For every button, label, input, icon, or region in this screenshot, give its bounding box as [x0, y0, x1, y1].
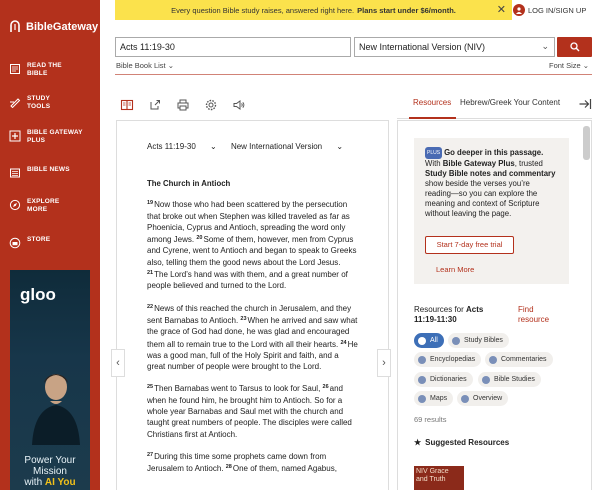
promo-banner[interactable] [115, 0, 512, 20]
results-count: 69 results [414, 415, 447, 424]
panel-scrollbar[interactable] [583, 126, 590, 160]
sidebar [0, 0, 100, 490]
chip-label: Maps [430, 395, 448, 402]
resources-for-label [414, 305, 483, 325]
banner-text: Every question Bible study raises, answered right here. [171, 5, 355, 15]
filter-chip-all[interactable] [414, 333, 444, 348]
book-icon [9, 63, 21, 75]
filter-chip-maps[interactable] [414, 391, 453, 406]
parallel-icon[interactable] [120, 98, 134, 112]
passage-paragraph [147, 198, 359, 291]
plus-icon [9, 130, 21, 142]
passage-search-input[interactable] [115, 37, 351, 57]
verse-text: During this time some prophets came down from Jerusalem to Antioch. [147, 451, 327, 474]
bible-icon [452, 337, 460, 345]
verse-text: When he arrived and saw what the grace of God had done, he was glad and encouraged them all to remain true to the Lord with all their hearts. [147, 315, 358, 349]
user-avatar-icon [513, 4, 525, 16]
promo-body-bold-1: Bible Gateway Plus [442, 159, 515, 168]
verse-number: 19 [147, 200, 154, 207]
share-icon[interactable] [148, 98, 162, 112]
passage-heading: The Church in Antioch [147, 179, 231, 188]
filter-chip-overview[interactable] [457, 391, 508, 406]
font-size-dropdown[interactable] [549, 61, 589, 70]
bible-book-list-dropdown[interactable] [116, 61, 174, 70]
gear-icon[interactable] [204, 98, 218, 112]
tab-hebrew-greek-your-content[interactable]: Hebrew/Greek Your Content [460, 98, 561, 107]
divider [115, 74, 592, 75]
nav-label: EXPLORE MORE [27, 198, 60, 213]
verse-number: 23 [240, 315, 247, 322]
verse-number: 27 [147, 451, 154, 458]
passage-reference-bar [147, 142, 355, 151]
filter-chip-study-bibles[interactable] [448, 333, 509, 348]
globe-icon [418, 356, 426, 364]
nav-bible-news[interactable] [0, 166, 100, 179]
nav-label: STUDY TOOLS [27, 95, 51, 110]
book-icon [482, 376, 490, 384]
verse-text: Now those who had been scattered by the persecution that broke out when Stephen was killed traveled as far as Phoenicia, Cyprus and Antioch, spreading the word only among Jews. [147, 200, 350, 245]
chevron-left-icon: ‹ [116, 357, 120, 369]
chip-label: Commentaries [501, 356, 547, 363]
promo-title [425, 147, 558, 159]
nav-label: BIBLE GATEWAY PLUS [27, 129, 83, 144]
chevron-right-icon: › [382, 357, 386, 369]
brand-name: BibleGateway [26, 20, 99, 33]
passage-paragraphs [147, 198, 359, 474]
nav-explore-more[interactable] [0, 198, 100, 214]
chip-label: Encyclopedias [430, 356, 476, 363]
store-icon [9, 237, 21, 249]
filter-chip-encyclopedias[interactable] [414, 352, 481, 367]
passage-text [147, 178, 359, 485]
chevron-down-icon: ⌄ [582, 61, 590, 70]
book-list-label: Bible Book List [116, 61, 166, 70]
learn-more-link[interactable]: Learn More [436, 265, 475, 274]
star-icon: ★ [414, 438, 422, 447]
suggested-label: Suggested Resources [425, 438, 510, 447]
ad-line-3-highlight: AI You [44, 477, 76, 488]
tab-resources[interactable]: Resources [413, 98, 452, 107]
verse-text: Some of them, however, men from Cyprus and Cyrene, went to Antioch and began to speak to Greeks also, telling them the good news about the Lord Jesus. [147, 235, 357, 267]
promo-body-post: show beside the verses you’re reading—so you can explore the meaning and context of Scripture without leaving the page. [425, 179, 540, 218]
nav-label: BIBLE NEWS [27, 166, 70, 173]
plus-badge: PLUS [425, 147, 442, 159]
print-icon[interactable] [176, 98, 190, 112]
version-select[interactable] [354, 37, 555, 57]
verse-number: 21 [147, 270, 154, 277]
promo-body-pre: With [425, 159, 443, 168]
promo-body [425, 159, 558, 219]
find-resource-label: Find resource [518, 305, 550, 324]
plus-promo-card [414, 138, 569, 284]
news-icon [9, 167, 21, 179]
chevron-down-icon: ⌄ [167, 61, 175, 70]
resources-for-prefix: Resources for [414, 305, 467, 314]
verse-number: 22 [147, 303, 154, 310]
collapse-panel-icon[interactable] [578, 97, 592, 111]
nav-read-the-bible[interactable] [0, 62, 100, 78]
start-free-trial-button[interactable]: Start 7-day free trial [425, 236, 514, 254]
audio-icon[interactable] [232, 98, 246, 112]
passage-version-label: New International Version [230, 142, 323, 151]
passage-paragraph [147, 302, 359, 373]
passage-ref-label: Acts 11:19-30 [147, 142, 196, 151]
chevron-down-icon: ⌄ [541, 41, 549, 51]
resources-panel [397, 120, 592, 490]
verse-text: He was a good man, full of the Holy Spirit and faith, and a great number of people were brought to the Lord. [147, 339, 358, 372]
ad-tagline [10, 455, 90, 488]
ad-line-3-pre: with [24, 477, 45, 488]
login-label: LOG IN/SIGN UP [528, 5, 587, 15]
comment-icon [489, 356, 497, 364]
font-size-label: Font Size [549, 61, 581, 70]
verse-text: Then Barnabas went to Tarsus to look for Saul, [154, 384, 323, 394]
brand-logo[interactable] [0, 0, 100, 40]
passage-ref-dropdown[interactable]: Acts 11:19-30 ⌄ [147, 142, 217, 151]
active-tab-indicator [409, 117, 456, 119]
nav-bible-gateway-plus[interactable] [0, 129, 100, 145]
verse-number: 24 [340, 339, 347, 346]
verse-text: News of this reached the church in Jerusalem, and they sent Barnabas to Antioch. [147, 303, 352, 325]
passage-paragraph [147, 450, 359, 475]
passage-version-dropdown[interactable]: New International Version ⌄ [230, 142, 344, 151]
suggested-resources-heading [414, 438, 509, 447]
filter-chip-dictionaries[interactable] [414, 372, 473, 387]
verse-text: and when he found him, he brought him to Antioch. So for a whole year Barnabas and Saul met with the church and taught great numbers of people. The disciples were called Christians first at Antioch. [147, 384, 352, 439]
filter-chip-commentaries[interactable] [485, 352, 553, 367]
chip-label: Bible Studies [494, 376, 535, 383]
ad-line-1: Power Your [24, 455, 76, 466]
previous-chapter-button[interactable] [111, 349, 125, 377]
ad-line-2: Mission [33, 466, 67, 477]
nav-label: STORE [27, 236, 51, 243]
check-icon [418, 337, 426, 345]
close-icon[interactable]: ✕ [496, 4, 506, 16]
biblegateway-logo-icon [8, 20, 22, 34]
chip-label: All [430, 337, 438, 344]
map-icon [418, 395, 426, 403]
compass-icon [9, 199, 21, 211]
verse-number: 26 [322, 384, 329, 391]
banner-bold-text: Plans start under $6/month. [357, 5, 456, 15]
search-icon [570, 42, 580, 52]
gloo-logo: gloo [20, 285, 56, 304]
ad-line-3 [10, 477, 90, 488]
resource-thumbnail[interactable]: NIV Grace and Truth [414, 466, 464, 490]
chip-label: Dictionaries [430, 376, 467, 383]
find-resource-link[interactable] [518, 305, 558, 325]
overview-icon [461, 395, 469, 403]
person-illustration [28, 365, 83, 445]
chip-label: Overview [473, 395, 503, 402]
resources-for-range: 11:19-11:30 [414, 315, 457, 324]
promo-body-mid: , trusted [514, 159, 543, 168]
chip-label: Study Bibles [464, 337, 503, 344]
verse-number: 20 [196, 235, 203, 242]
login-signup-link[interactable] [513, 3, 600, 17]
reading-pane [116, 120, 389, 490]
nav-label: READ THE BIBLE [27, 62, 62, 77]
version-select-value: New International Version (NIV) [359, 42, 486, 52]
search-button[interactable] [557, 37, 592, 57]
verse-number: 25 [147, 384, 154, 391]
promo-body-bold-2: Study Bible notes and commentary [425, 169, 556, 178]
verse-text: One of them, named Agabus, [232, 464, 337, 474]
dictionary-icon [418, 376, 426, 384]
gloo-advertisement[interactable] [10, 270, 90, 490]
next-chapter-button[interactable] [377, 349, 391, 377]
passage-paragraph [147, 382, 359, 439]
verse-text: The Lord’s hand was with them, and a great number of people believed and turned to the Lord. [147, 270, 348, 291]
promo-title-text: Go deeper in this passage. [444, 148, 544, 157]
resources-for-ref: Acts [466, 305, 484, 314]
nav-study-tools[interactable] [0, 95, 100, 111]
nav-store[interactable] [0, 236, 100, 249]
study-tools-icon [9, 96, 21, 108]
verse-number: 28 [225, 464, 232, 471]
filter-chip-bible-studies[interactable] [478, 372, 541, 387]
